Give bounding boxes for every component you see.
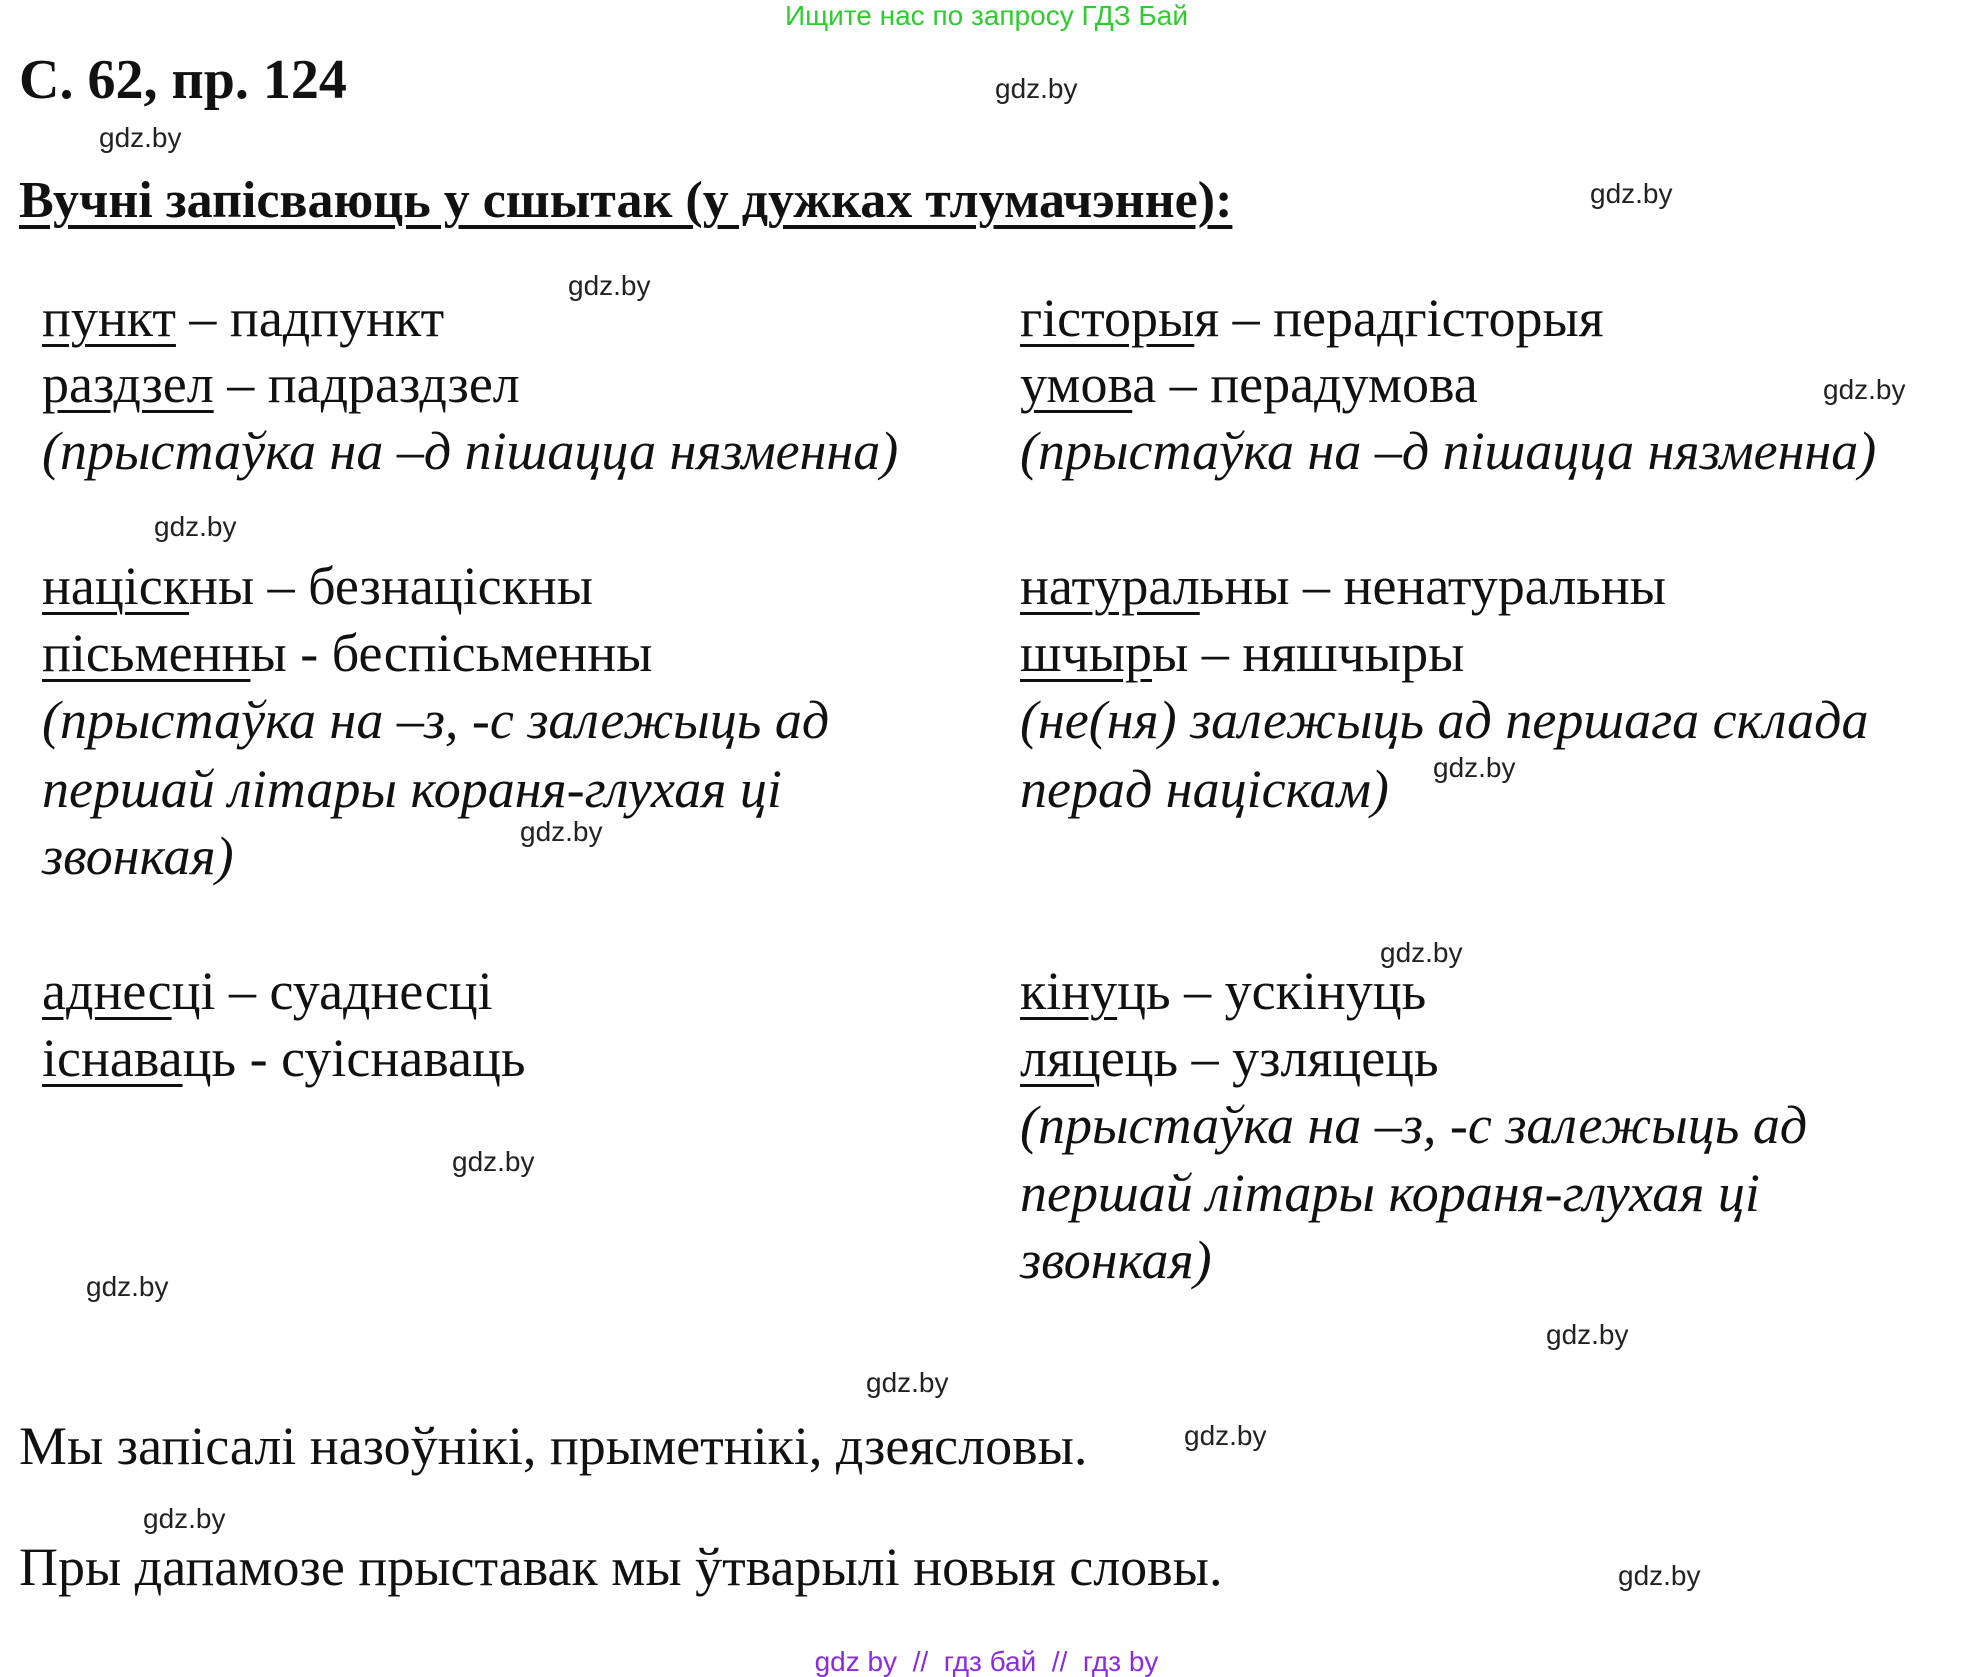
word-root: пункт (42, 288, 176, 348)
word-rest: ець – узляцець (1100, 1028, 1439, 1088)
explanation: (прыстаўка на –з, -с залежыць ад (1020, 1095, 1808, 1155)
explanation: першай літары кораня-глухая ці (42, 759, 782, 819)
word-pair (42, 961, 493, 1021)
watermark: gdz.by (1590, 178, 1673, 209)
page-title: С. 62, пр. 124 (19, 49, 347, 111)
watermark: gdz.by (568, 270, 651, 301)
word-root: кіну (1020, 961, 1118, 1021)
word-pair (42, 288, 445, 348)
explanation: першай літары кораня-глухая ці (1020, 1163, 1760, 1223)
word-pair (1020, 288, 1604, 348)
bottom-links[interactable]: gdz by // гдз бай // гдз by (814, 1646, 1159, 1677)
word-pair (1020, 354, 1478, 414)
watermark: gdz.by (1546, 1319, 1629, 1350)
word-root: раздзел (42, 354, 214, 414)
watermark: gdz.by (1380, 937, 1463, 968)
word-rest: ны – безнаціскны (188, 556, 594, 616)
word-pair (1020, 1028, 1439, 1088)
watermark: gdz.by (1618, 1560, 1701, 1591)
word-pair (42, 556, 594, 616)
top-banner: Ищите нас по запросу ГДЗ Бай (784, 0, 1189, 31)
word-root: існава (42, 1028, 183, 1088)
word-root: ляц (1020, 1028, 1101, 1088)
watermark: gdz.by (520, 816, 603, 847)
word-pair (1020, 961, 1427, 1021)
watermark: gdz.by (154, 511, 237, 542)
word-rest: я – перадгісторыя (1194, 288, 1604, 348)
word-pair (42, 354, 520, 414)
watermark: gdz.by (452, 1146, 535, 1177)
word-root: аднес (42, 961, 172, 1021)
word-pair (1020, 556, 1666, 616)
conclusion-text: Мы запісалі назоўнікі, прыметнікі, дзеясловы. (19, 1416, 1088, 1476)
watermark: gdz.by (866, 1367, 949, 1398)
word-root: гісторы (1020, 288, 1195, 348)
word-rest: ць - суіснаваць (182, 1028, 526, 1088)
word-pair (42, 1028, 526, 1088)
watermark: gdz.by (1433, 752, 1516, 783)
word-rest: – падраздзел (213, 354, 520, 414)
explanation: звонкая) (42, 826, 234, 886)
explanation: звонкая) (1020, 1230, 1212, 1290)
conclusion-text: Пры дапамозе прыставак мы ўтварылі новыя словы. (19, 1537, 1223, 1597)
word-pair (1020, 623, 1465, 683)
section-heading: Вучні запісваюць у сшытак (у дужках тлумачэнне): (19, 172, 1233, 229)
watermark: gdz.by (1823, 374, 1906, 405)
word-rest: ьны – ненатуральны (1199, 556, 1666, 616)
explanation: перад націскам) (1020, 759, 1389, 819)
word-pair (42, 623, 653, 683)
watermark: gdz.by (99, 122, 182, 153)
explanation: (прыстаўка на –д пішацца нязменна) (1020, 421, 1877, 481)
word-root: пісьменн (42, 623, 251, 683)
word-root: націск (42, 556, 189, 616)
word-rest: ы - беспісьменны (250, 623, 653, 683)
explanation: (прыстаўка на –д пішацца нязменна) (42, 421, 899, 481)
word-root: шчыр (1020, 623, 1153, 683)
word-rest: ы – няшчыры (1152, 623, 1465, 683)
word-rest: а – перадумова (1132, 354, 1478, 414)
word-rest: – падпункт (175, 288, 445, 348)
explanation: (не(ня) залежыць ад першага склада (1020, 690, 1869, 750)
word-rest: ці – суаднесці (171, 961, 493, 1021)
word-rest: ць – ускінуць (1117, 961, 1427, 1021)
watermark: gdz.by (1184, 1420, 1267, 1451)
word-root: натурал (1020, 556, 1200, 616)
explanation: (прыстаўка на –з, -с залежыць ад (42, 690, 830, 750)
word-root: умов (1020, 354, 1133, 414)
watermark: gdz.by (86, 1271, 169, 1302)
watermark: gdz.by (995, 73, 1078, 104)
watermark: gdz.by (143, 1503, 226, 1534)
